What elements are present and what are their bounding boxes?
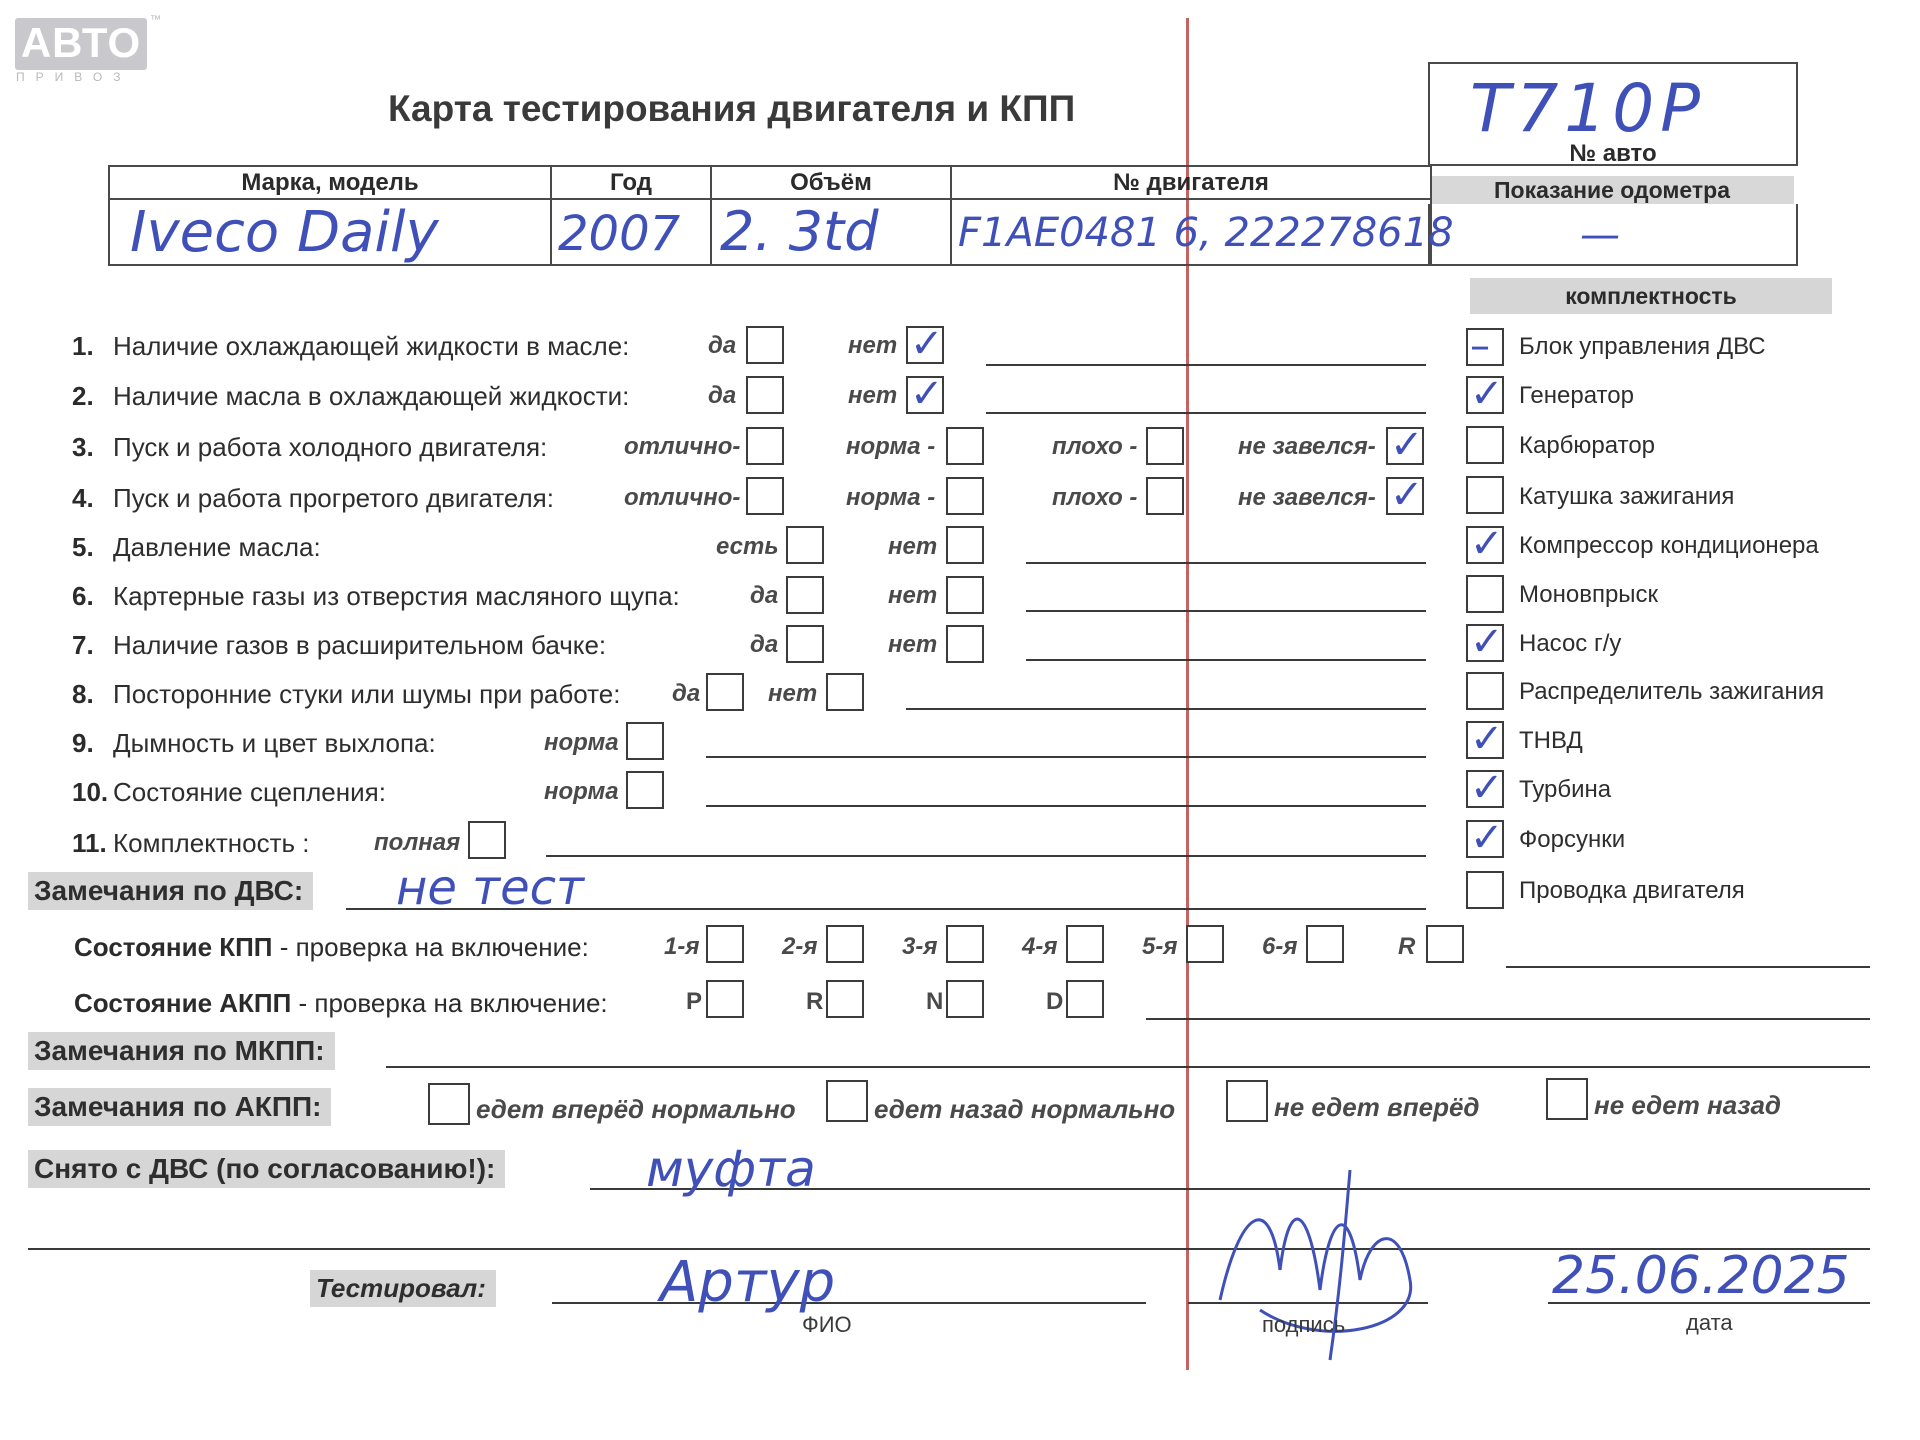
gear-label: 6-я [1262, 933, 1298, 960]
model-value: Iveco Daily [130, 200, 439, 265]
komplekt-item-label: Компрессор кондиционера [1519, 532, 1819, 559]
col-engine: № двигателя [952, 167, 1430, 200]
gear-1-checkbox[interactable] [706, 925, 744, 963]
row-number: 11. [72, 828, 107, 858]
odometer-label: Показание одометра [1430, 176, 1794, 204]
komplekt-checkbox[interactable]: ✓ [1466, 376, 1504, 414]
komplekt-item-label: ТНВД [1519, 727, 1583, 754]
row-label: Наличие газов в расширительном бачке: [113, 630, 607, 660]
komplekt-checkbox[interactable]: ✓ [1466, 820, 1504, 858]
plate-number-value: T710P [1470, 70, 1707, 147]
gear-label: 1-я [664, 933, 700, 960]
checkbox-row2-yes[interactable] [746, 376, 784, 414]
checkbox-row3-no-start[interactable]: ✓ [1386, 427, 1424, 465]
tested-label: Тестировал: [310, 1270, 496, 1307]
checkbox-row4-excellent[interactable] [746, 477, 784, 515]
kpp-label: Состояние КПП - проверка на включение: [74, 932, 589, 962]
trademark-mark: ™ [150, 14, 161, 26]
engine-number-value: F1AE0481 6, 222278618 [958, 210, 1454, 256]
remarks-mkpp-label: Замечания по МКПП: [28, 1032, 335, 1070]
mode-label: D [1046, 988, 1064, 1015]
checkbox-row9-normal[interactable] [626, 722, 664, 760]
note-line [706, 756, 1426, 758]
option-label: не завелся- [1238, 433, 1376, 460]
akpp-option-label: едет вперёд нормально [476, 1094, 796, 1124]
komplekt-item-label: Проводка двигателя [1519, 877, 1745, 904]
option-label: плохо - [1052, 433, 1138, 460]
remarks-dvs-value: не тест [396, 860, 585, 916]
akpp-no-forward-checkbox[interactable] [1226, 1080, 1268, 1122]
row-number: 7. [72, 630, 94, 660]
gear-r-checkbox[interactable] [1426, 925, 1464, 963]
row-number: 2. [72, 381, 94, 411]
year-value: 2007 [558, 206, 681, 262]
komplekt-checkbox[interactable]: ✓ [1466, 721, 1504, 759]
mode-d-checkbox[interactable] [1066, 980, 1104, 1018]
note-line [1026, 659, 1426, 661]
checkbox-row1-no[interactable]: ✓ [906, 326, 944, 364]
note-line [986, 364, 1426, 366]
odometer-value: — [1580, 212, 1620, 258]
akpp-reverse-normal-checkbox[interactable] [826, 1080, 868, 1122]
mode-p-checkbox[interactable] [706, 980, 744, 1018]
akpp-forward-normal-checkbox[interactable] [428, 1083, 470, 1125]
checkbox-row8-yes[interactable] [706, 673, 744, 711]
checkbox-row7-no[interactable] [946, 625, 984, 663]
row-label: Комплектность : [113, 828, 310, 858]
option-label: нет [888, 631, 938, 658]
remarks-akpp-label: Замечания по АКПП: [28, 1088, 331, 1126]
tester-name: Артур [660, 1250, 836, 1315]
komplekt-item-label: Распределитель зажигания [1519, 678, 1825, 705]
option-label: не завелся- [1238, 484, 1376, 511]
gear-5-checkbox[interactable] [1186, 925, 1224, 963]
checkbox-row8-no[interactable] [826, 673, 864, 711]
note-line [986, 412, 1426, 414]
komplekt-item-label: Генератор [1519, 382, 1634, 409]
checkbox-row6-no[interactable] [946, 576, 984, 614]
komplekt-title: комплектность [1470, 278, 1832, 314]
gear-label: R [1398, 933, 1416, 960]
option-label: полная [374, 829, 461, 856]
option-label: норма [544, 778, 619, 805]
avto-privoz-logo: АВТО [15, 18, 147, 70]
checkbox-row4-no-start[interactable]: ✓ [1386, 477, 1424, 515]
note-line [1026, 562, 1426, 564]
col-volume: Объём [712, 167, 950, 200]
komplekt-checkbox[interactable] [1466, 871, 1504, 909]
fio-label: ФИО [802, 1312, 852, 1337]
mode-r-checkbox[interactable] [826, 980, 864, 1018]
option-label: да [750, 631, 779, 658]
komplekt-item-label: Форсунки [1519, 826, 1626, 853]
gear-6-checkbox[interactable] [1306, 925, 1344, 963]
option-label: да [708, 382, 737, 409]
mode-label: R [806, 988, 824, 1015]
gear-2-checkbox[interactable] [826, 925, 864, 963]
row-number: 6. [72, 581, 94, 611]
komplekt-checkbox[interactable]: ✓ [1466, 770, 1504, 808]
checkbox-row11-full[interactable] [468, 821, 506, 859]
option-label: есть [716, 533, 779, 560]
option-label: плохо - [1052, 484, 1138, 511]
page-title: Карта тестирования двигателя и КПП [388, 88, 1076, 129]
komplekt-item-label: Моновпрыск [1519, 581, 1659, 608]
volume-value: 2. 3td [720, 200, 879, 263]
option-label: отлично- [624, 433, 741, 460]
plate-label: № авто [1569, 140, 1657, 167]
option-label: нет [768, 680, 818, 707]
checkbox-row3-excellent[interactable] [746, 427, 784, 465]
option-label: нет [848, 332, 898, 359]
note-line [1026, 610, 1426, 612]
option-label: норма [544, 729, 619, 756]
option-label: да [750, 582, 779, 609]
mode-label: P [686, 988, 703, 1015]
komplekt-checkbox[interactable]: ✓ [1466, 624, 1504, 662]
row-label: Картерные газы из отверстия масляного щупа: [113, 581, 680, 611]
komplekt-checkbox[interactable]: ✓ [1466, 526, 1504, 564]
kpp-note-line [1506, 966, 1870, 968]
komplekt-checkbox[interactable]: – [1466, 328, 1504, 366]
row-number: 1. [72, 331, 94, 361]
akpp-label: Состояние АКПП - проверка на включение: [74, 988, 608, 1018]
komplekt-item-label: Блок управления ДВС [1519, 333, 1766, 360]
fio-line [552, 1302, 1146, 1304]
checkbox-row3-bad[interactable] [1146, 427, 1184, 465]
akpp-option-label: едет назад нормально [874, 1094, 1176, 1124]
note-line [546, 855, 1426, 857]
row-label: Дымность и цвет выхлопа: [113, 728, 436, 758]
row-label: Пуск и работа холодного двигателя: [113, 432, 548, 462]
checkbox-row5-yes[interactable] [786, 526, 824, 564]
row-label: Посторонние стуки или шумы при работе: [113, 679, 621, 709]
row-number: 3. [72, 432, 94, 462]
komplekt-item-label: Карбюратор [1519, 432, 1656, 459]
option-label: норма - [846, 433, 936, 460]
date-label: дата [1686, 1310, 1733, 1335]
option-label: да [708, 332, 737, 359]
akpp-option-label: не едет назад [1594, 1090, 1782, 1120]
remarks-mkpp-line [386, 1066, 1870, 1068]
remarks-dvs-label: Замечания по ДВС: [28, 872, 313, 910]
checkbox-row1-yes[interactable] [746, 326, 784, 364]
checkbox-row2-no[interactable]: ✓ [906, 376, 944, 414]
checkbox-row4-normal[interactable] [946, 477, 984, 515]
removed-label: Снято с ДВС (по согласованию!): [28, 1150, 505, 1188]
option-label: норма - [846, 484, 936, 511]
komplekt-item-label: Турбина [1519, 776, 1612, 803]
note-line [706, 805, 1426, 807]
row-label: Давление масла: [113, 532, 321, 562]
komplekt-checkbox[interactable] [1466, 575, 1504, 613]
checkbox-row7-yes[interactable] [786, 625, 824, 663]
row-number: 4. [72, 483, 94, 513]
row-number: 5. [72, 532, 94, 562]
option-label: нет [888, 582, 938, 609]
checkbox-row4-bad[interactable] [1146, 477, 1184, 515]
checkbox-row6-yes[interactable] [786, 576, 824, 614]
checkbox-row5-no[interactable] [946, 526, 984, 564]
date-value: 25.06.2025 [1552, 1246, 1850, 1306]
row-number: 10. [72, 777, 109, 807]
komplekt-item-label: Насос г/у [1519, 630, 1622, 657]
gear-label: 5-я [1142, 933, 1178, 960]
gear-label: 4-я [1022, 933, 1058, 960]
col-year: Год [552, 167, 710, 200]
row-number: 8. [72, 679, 94, 709]
row-number: 9. [72, 728, 94, 758]
gear-4-checkbox[interactable] [1066, 925, 1104, 963]
row-label: Пуск и работа прогретого двигателя: [113, 483, 554, 513]
signature-label: подпись [1262, 1312, 1346, 1337]
akpp-note-line [1146, 1018, 1870, 1020]
komplekt-checkbox[interactable] [1466, 476, 1504, 514]
mode-label: N [926, 988, 944, 1015]
komplekt-checkbox[interactable] [1466, 672, 1504, 710]
logo-subtitle: ПРИВОЗ [16, 70, 132, 84]
checkbox-row3-normal[interactable] [946, 427, 984, 465]
gear-label: 2-я [782, 933, 818, 960]
row-label: Наличие охлаждающей жидкости в масле: [113, 331, 630, 361]
row-label: Наличие масла в охлаждающей жидкости: [113, 381, 630, 411]
gear-label: 3-я [902, 933, 938, 960]
komplekt-checkbox[interactable] [1466, 426, 1504, 464]
checkbox-row10-normal[interactable] [626, 771, 664, 809]
col-model: Марка, модель [110, 167, 550, 200]
option-label: нет [848, 382, 898, 409]
akpp-no-reverse-checkbox[interactable] [1546, 1078, 1588, 1120]
option-label: отлично- [624, 484, 741, 511]
mode-n-checkbox[interactable] [946, 980, 984, 1018]
option-label: да [672, 680, 701, 707]
note-line [906, 708, 1426, 710]
akpp-option-label: не едет вперёд [1274, 1092, 1480, 1122]
gear-3-checkbox[interactable] [946, 925, 984, 963]
komplekt-item-label: Катушка зажигания [1519, 483, 1735, 510]
row-label: Состояние сцепления: [113, 777, 386, 807]
option-label: нет [888, 533, 938, 560]
removed-value: муфта [646, 1140, 816, 1198]
